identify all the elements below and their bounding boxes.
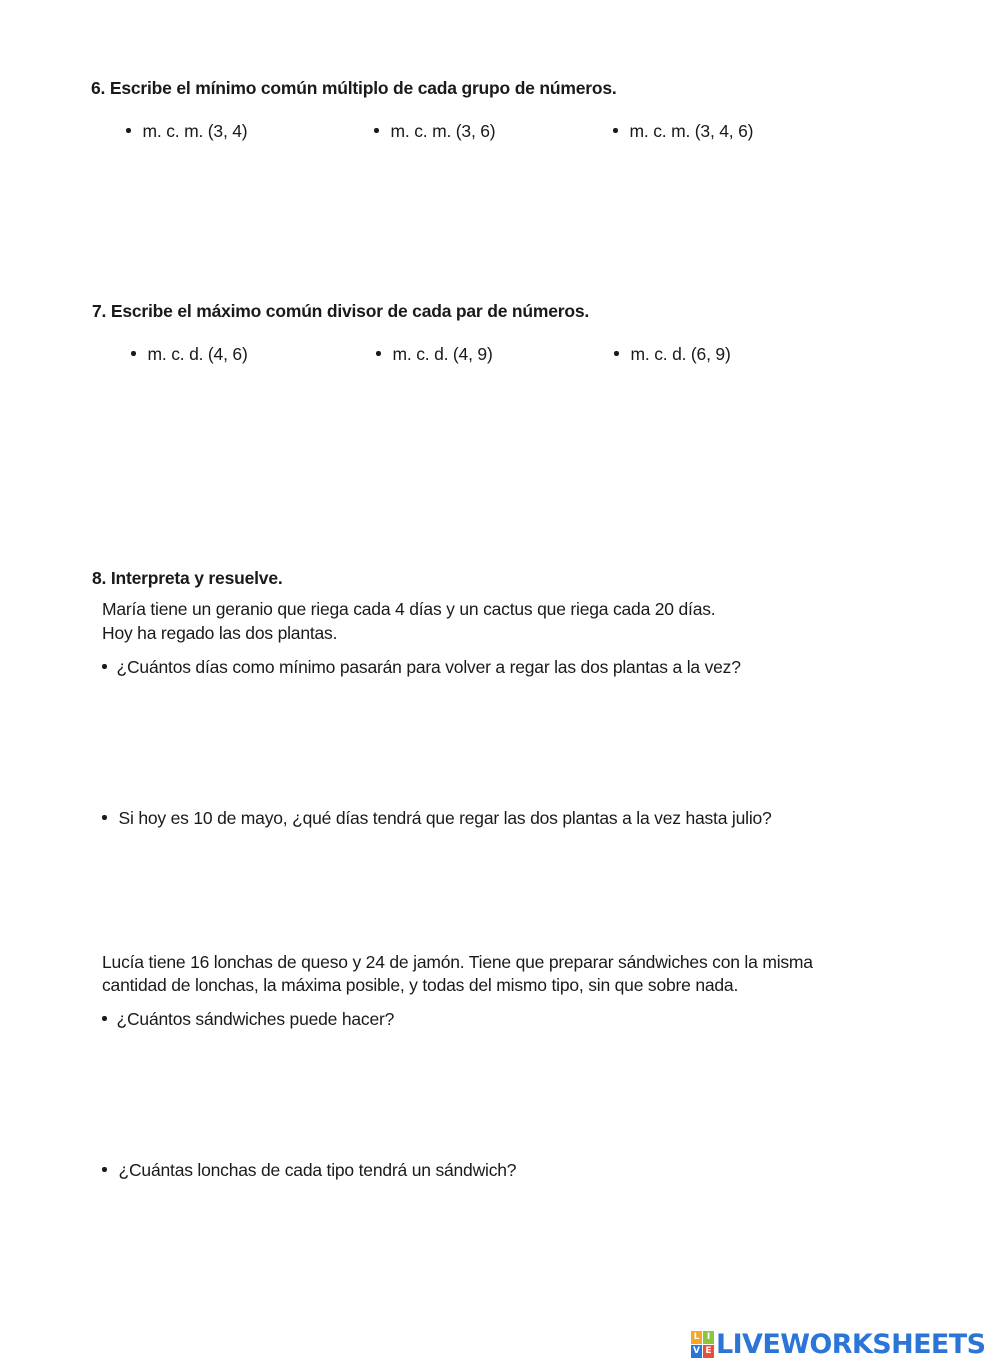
bullet-icon (102, 1167, 107, 1172)
lcm-item-2 (374, 121, 495, 142)
problem-2-question-1-text: ¿Cuántos sándwiches puede hacer? (116, 1009, 395, 1029)
problem-1-text-line-1: María tiene un geranio que riega cada 4 días y un cactus que riega cada 20 días. (102, 599, 716, 619)
gcd-item-1 (131, 344, 248, 365)
section-6-title: 6. Escribe el mínimo común múltiplo de cada grupo de números. (91, 78, 617, 98)
problem-2-question-2-text: ¿Cuántas lonchas de cada tipo tendrá un sándwich? (118, 1160, 517, 1180)
liveworksheets-logo[interactable] (691, 1329, 985, 1359)
bullet-icon (126, 128, 131, 133)
logo-icon-letter-v: V (691, 1345, 702, 1358)
lcm-item-3-text: m. c. m. (3, 4, 6) (629, 121, 754, 141)
section-7-title: 7. Escribe el máximo común divisor de cada par de números. (92, 301, 590, 321)
lcm-item-1 (126, 121, 247, 142)
gcd-item-3 (614, 344, 731, 365)
logo-icon-letter-i: I (703, 1331, 714, 1344)
problem-2-question-2 (102, 1160, 516, 1181)
bullet-icon (376, 351, 381, 356)
bullet-icon (102, 815, 107, 820)
bullet-icon (614, 351, 619, 356)
lcm-item-1-text: m. c. m. (3, 4) (142, 121, 248, 141)
bullet-icon (102, 664, 107, 669)
gcd-item-2-text: m. c. d. (4, 9) (392, 344, 493, 364)
gcd-item-1-text: m. c. d. (4, 6) (147, 344, 248, 364)
gcd-item-3-text: m. c. d. (6, 9) (630, 344, 731, 364)
section-8-title: 8. Interpreta y resuelve. (92, 568, 283, 588)
bullet-icon (102, 1016, 107, 1021)
problem-1-question-1-text: ¿Cuántos días como mínimo pasarán para volver a regar las dos plantas a la vez? (116, 657, 741, 677)
lcm-item-2-text: m. c. m. (3, 6) (390, 121, 496, 141)
logo-icon-letter-l: L (691, 1331, 702, 1344)
bullet-icon (613, 128, 618, 133)
problem-1-question-2-text: Si hoy es 10 de mayo, ¿qué días tendrá que regar las dos plantas a la vez hasta julio? (118, 808, 772, 828)
liveworksheets-logo-icon (691, 1331, 714, 1358)
lcm-item-3 (613, 121, 753, 142)
problem-2-text-line-1: Lucía tiene 16 lonchas de queso y 24 de jamón. Tiene que preparar sándwiches con la misma (102, 952, 813, 972)
logo-icon-letter-e: E (703, 1345, 714, 1358)
bullet-icon (131, 351, 136, 356)
problem-2-text-line-2: cantidad de lonchas, la máxima posible, y todas del mismo tipo, sin que sobre nada. (102, 975, 739, 995)
problem-1-question-1 (102, 657, 741, 678)
problem-2-question-1 (102, 1009, 394, 1030)
problem-1-question-2 (102, 808, 772, 829)
liveworksheets-logo-text: LIVEWORKSHEETS (716, 1328, 986, 1360)
bullet-icon (374, 128, 379, 133)
problem-1-text-line-2: Hoy ha regado las dos plantas. (102, 623, 338, 643)
gcd-item-2 (376, 344, 493, 365)
